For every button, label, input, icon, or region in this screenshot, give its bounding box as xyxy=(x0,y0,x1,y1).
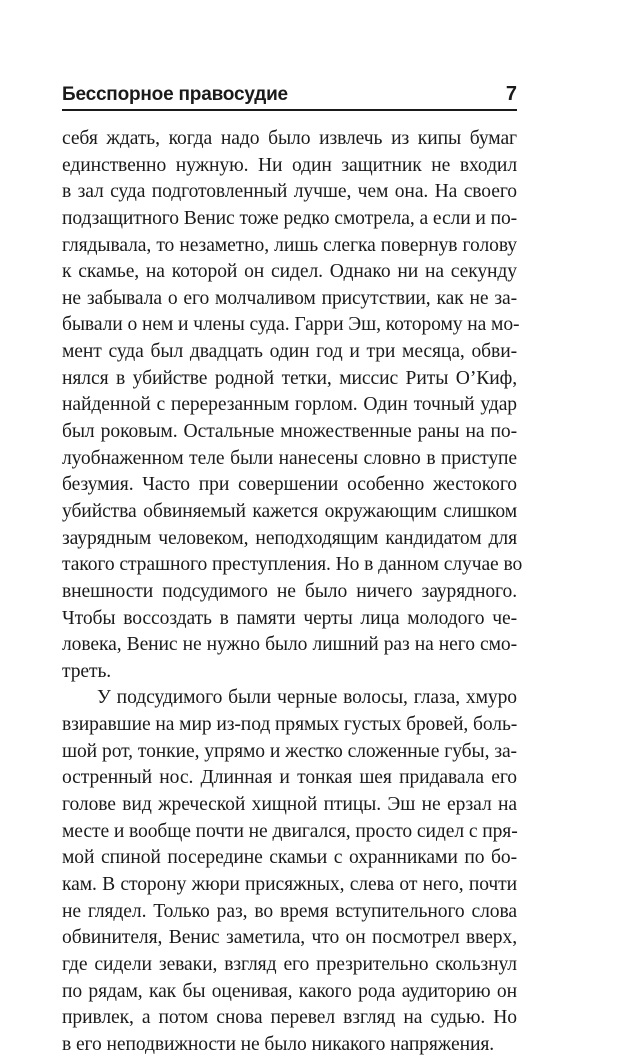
text-line: такого страшного преступления. Но в данном случае во xyxy=(62,554,523,576)
paragraph xyxy=(62,126,523,685)
running-title: Бесспорное правосудие xyxy=(62,84,288,105)
text-line: безумия. Часто при совершении особенно жестокого xyxy=(62,474,517,496)
paragraph xyxy=(62,685,517,1058)
text-line: не забывала о его молчаливом присутствии, как не за- xyxy=(62,287,517,309)
text-line: убийства обвиняемый кажется окружающим слишком xyxy=(62,500,517,522)
text-line: Чтобы воссоздать в памяти черты лица молодого че- xyxy=(62,607,517,629)
text-line: мент суда был двадцать один год и три месяца, обви- xyxy=(62,341,517,363)
text-line: заурядным человеком, неподходящим кандидатом для xyxy=(62,527,517,549)
text-line: ловека, Венис не нужно было лишний раз на него смо- xyxy=(62,634,517,656)
text-line: мой спиной посередине скамьи с охранниками по бо- xyxy=(62,847,517,869)
text-line: У подсудимого были черные волосы, глаза, хмуро xyxy=(97,687,517,709)
page-number: 7 xyxy=(505,83,517,105)
running-header xyxy=(62,76,517,111)
body-text xyxy=(62,126,523,1058)
text-line: треть. xyxy=(62,660,112,682)
text-line: по рядам, как бы оценивая, какого рода аудиторию он xyxy=(62,980,517,1002)
text-line: кам. В сторону жюри присяжных, слева от него, почти xyxy=(62,873,517,895)
text-line: в его неподвижности не было никакого напряжения. xyxy=(62,1033,495,1055)
text-line: шой рот, тонкие, упрямо и жестко сложенные губы, за- xyxy=(62,740,517,762)
text-line: себя ждать, когда надо было извлечь из кипы бумаг xyxy=(62,128,517,149)
text-line: глядывала, то незаметно, лишь слегка повернув голову xyxy=(62,234,517,256)
text-line: подзащитного Венис тоже редко смотрела, а если и по- xyxy=(62,207,518,229)
text-line: внешности подсудимого не было ничего заурядного. xyxy=(62,580,517,602)
text-line: взиравшие на мир из-под прямых густых бровей, боль- xyxy=(62,714,518,736)
text-line: бывали о нем и члены суда. Гарри Эш, которому на мо- xyxy=(62,314,520,336)
text-line: голове вид жреческой хищной птицы. Эш не ерзал на xyxy=(62,794,517,816)
text-line: нялся в убийстве родной тетки, миссис Риты О’Киф, xyxy=(62,367,517,389)
text-line: в зал суда подготовленный лучше, чем она. На своего xyxy=(62,181,517,203)
text-line: остренный нос. Длинная и тонкая шея придавала его xyxy=(62,767,517,789)
text-line: не глядел. Только раз, во время вступительного слова xyxy=(62,900,517,922)
text-line: найденной с перерезанным горлом. Один точный удар xyxy=(62,394,517,416)
text-line: где сидели зеваки, взгляд его презрительно скользнул xyxy=(62,953,517,975)
text-line: был роковым. Остальные множественные раны на по- xyxy=(62,421,517,443)
text-line: месте и вообще почти не двигался, просто сидел с пря- xyxy=(62,820,518,842)
text-line: обвинителя, Венис заметила, что он посмотрел вверх, xyxy=(62,927,517,949)
text-line: привлек, а потом снова перевел взгляд на судью. Но xyxy=(62,1007,517,1029)
text-line: единственно нужную. Ни один защитник не входил xyxy=(62,154,517,176)
text-line: луобнаженном теле были нанесены словно в приступе xyxy=(62,447,517,469)
text-line: к скамье, на которой он сидел. Однако ни на секунду xyxy=(62,261,517,283)
